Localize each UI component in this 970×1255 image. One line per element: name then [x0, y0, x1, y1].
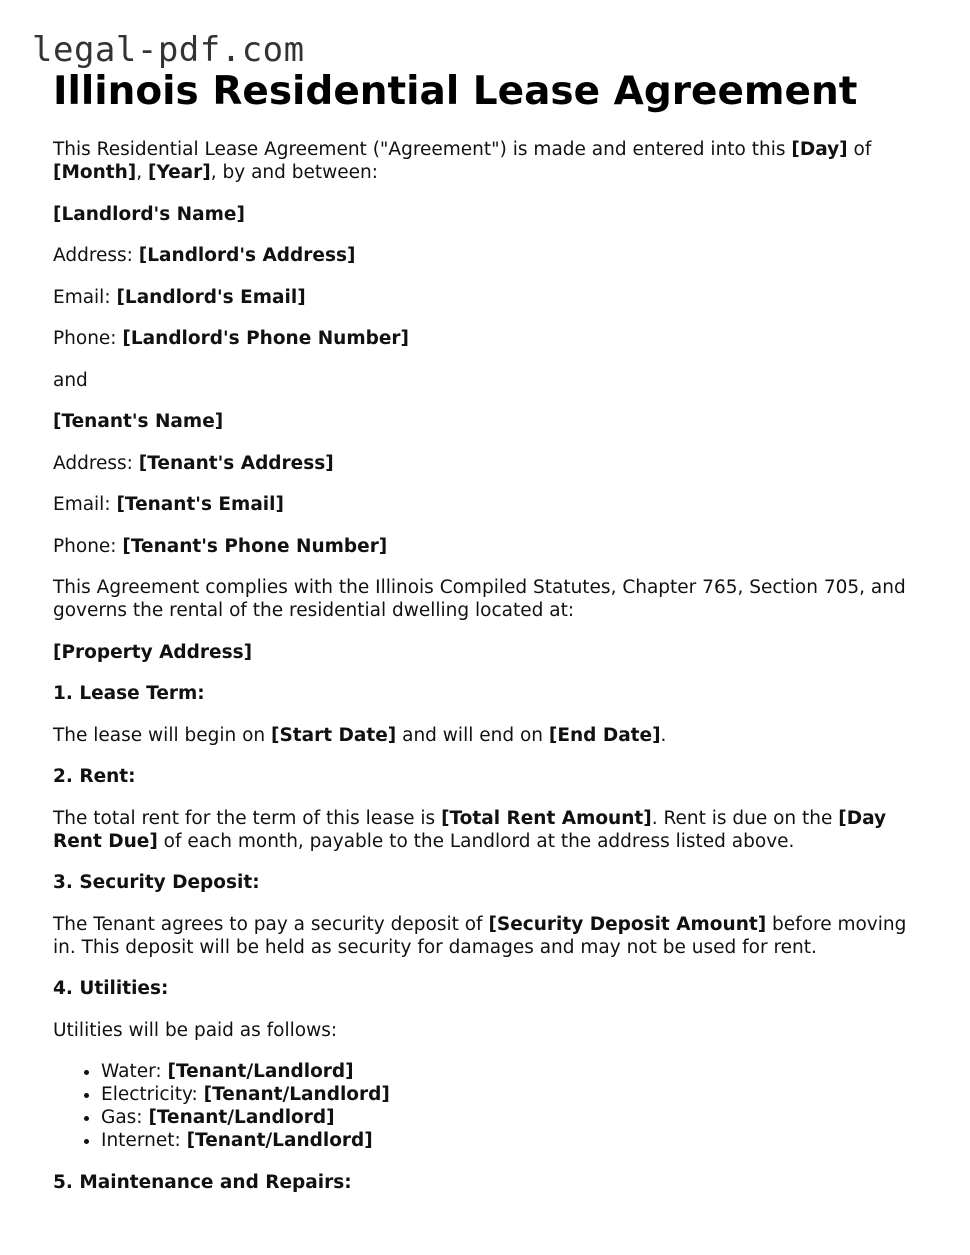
- section-heading: 4. Utilities:: [53, 978, 169, 999]
- document-title: Illinois Residential Lease Agreement: [53, 69, 858, 114]
- list-item: [101, 1060, 923, 1083]
- and-separator: and: [53, 369, 88, 391]
- section-heading: 2. Rent:: [53, 766, 136, 787]
- body-text: The lease will begin on: [53, 724, 272, 746]
- utility-value: [Tenant/Landlord]: [186, 1130, 373, 1151]
- body-text: and will end on: [396, 724, 549, 746]
- day-placeholder: [Day]: [791, 139, 848, 160]
- intro-text: of: [847, 139, 872, 160]
- start-date-placeholder: [Start Date]: [271, 724, 397, 746]
- body-text: of each month, payable to the Landlord at the address listed above.: [157, 830, 795, 852]
- field-label: Phone:: [53, 328, 123, 349]
- utility-label: Gas:: [101, 1107, 149, 1128]
- lease-term-paragraph: [53, 724, 923, 747]
- utility-value: [Tenant/Landlord]: [203, 1084, 390, 1105]
- compliance-paragraph: This Agreement complies with the Illinois Compiled Statutes, Chapter 765, Section 705, and governs the rental of the residential dwelling located at:: [53, 577, 906, 621]
- deposit-amount-placeholder: [Security Deposit Amount]: [488, 913, 767, 935]
- section-heading: 1. Lease Term:: [53, 683, 205, 704]
- rent-paragraph: [53, 807, 923, 853]
- landlord-name-line: [53, 203, 923, 226]
- list-item: [101, 1129, 923, 1152]
- tenant-phone: [Tenant's Phone Number]: [122, 535, 388, 557]
- property-address: [Property Address]: [53, 641, 253, 663]
- utility-value: [Tenant/Landlord]: [148, 1107, 335, 1128]
- document-body: [53, 138, 923, 1194]
- landlord-address-line: [53, 244, 923, 267]
- tenant-name: [Tenant's Name]: [53, 411, 224, 432]
- list-item: [101, 1083, 923, 1106]
- property-address-line: [53, 641, 923, 664]
- utility-value: [Tenant/Landlord]: [167, 1061, 354, 1082]
- intro-text: , by and between:: [210, 162, 378, 183]
- section-heading-lease-term: [53, 682, 923, 705]
- rent-due-placeholder: [Day Rent Due]: [53, 807, 887, 852]
- landlord-phone: [Landlord's Phone Number]: [122, 328, 409, 349]
- watermark: legal-pdf.com: [32, 30, 305, 70]
- field-label: Address:: [53, 245, 139, 266]
- body-text: . Rent is due on the: [651, 807, 839, 829]
- landlord-address: [Landlord's Address]: [138, 245, 356, 266]
- utility-label: Electricity:: [101, 1084, 204, 1105]
- utilities-intro: Utilities will be paid as follows:: [53, 1019, 338, 1041]
- month-placeholder: [Month]: [53, 162, 137, 183]
- landlord-email-line: [53, 286, 923, 309]
- body-text: The Tenant agrees to pay a security deposit of: [53, 913, 489, 935]
- year-placeholder: [Year]: [147, 162, 211, 183]
- tenant-phone-line: [53, 535, 923, 558]
- intro-paragraph: [53, 138, 923, 184]
- utility-label: Water:: [101, 1061, 168, 1082]
- intro-text: This Residential Lease Agreement ("Agreement") is made and entered into this: [53, 139, 792, 160]
- field-label: Email:: [53, 286, 117, 308]
- body-text: The total rent for the term of this lease is: [53, 807, 442, 829]
- section-heading-utilities: [53, 977, 923, 1000]
- deposit-paragraph: [53, 913, 923, 959]
- body-text: .: [660, 724, 667, 746]
- document-page: [53, 68, 923, 1212]
- landlord-name: [Landlord's Name]: [53, 203, 245, 225]
- total-rent-placeholder: [Total Rent Amount]: [441, 807, 652, 829]
- landlord-email: [Landlord's Email]: [116, 286, 306, 308]
- intro-text: ,: [136, 162, 148, 183]
- body-text: before moving in. This deposit will be held as security for damages and may not be used for rent.: [53, 913, 907, 958]
- tenant-email-line: [53, 493, 923, 516]
- tenant-email: [Tenant's Email]: [116, 494, 284, 515]
- section-heading-rent: [53, 765, 923, 788]
- tenant-name-line: [53, 410, 923, 433]
- field-label: Address:: [53, 452, 139, 474]
- field-label: Email:: [53, 494, 117, 515]
- section-heading-deposit: [53, 871, 923, 894]
- utility-label: Internet:: [101, 1130, 187, 1151]
- section-heading-maintenance: [53, 1171, 923, 1194]
- field-label: Phone:: [53, 535, 123, 557]
- list-item: [101, 1106, 923, 1129]
- landlord-phone-line: [53, 327, 923, 350]
- utilities-list: [53, 1060, 923, 1152]
- end-date-placeholder: [End Date]: [548, 724, 661, 746]
- section-heading: 5. Maintenance and Repairs:: [53, 1171, 352, 1193]
- tenant-address: [Tenant's Address]: [138, 452, 334, 474]
- section-heading: 3. Security Deposit:: [53, 872, 260, 893]
- tenant-address-line: [53, 452, 923, 475]
